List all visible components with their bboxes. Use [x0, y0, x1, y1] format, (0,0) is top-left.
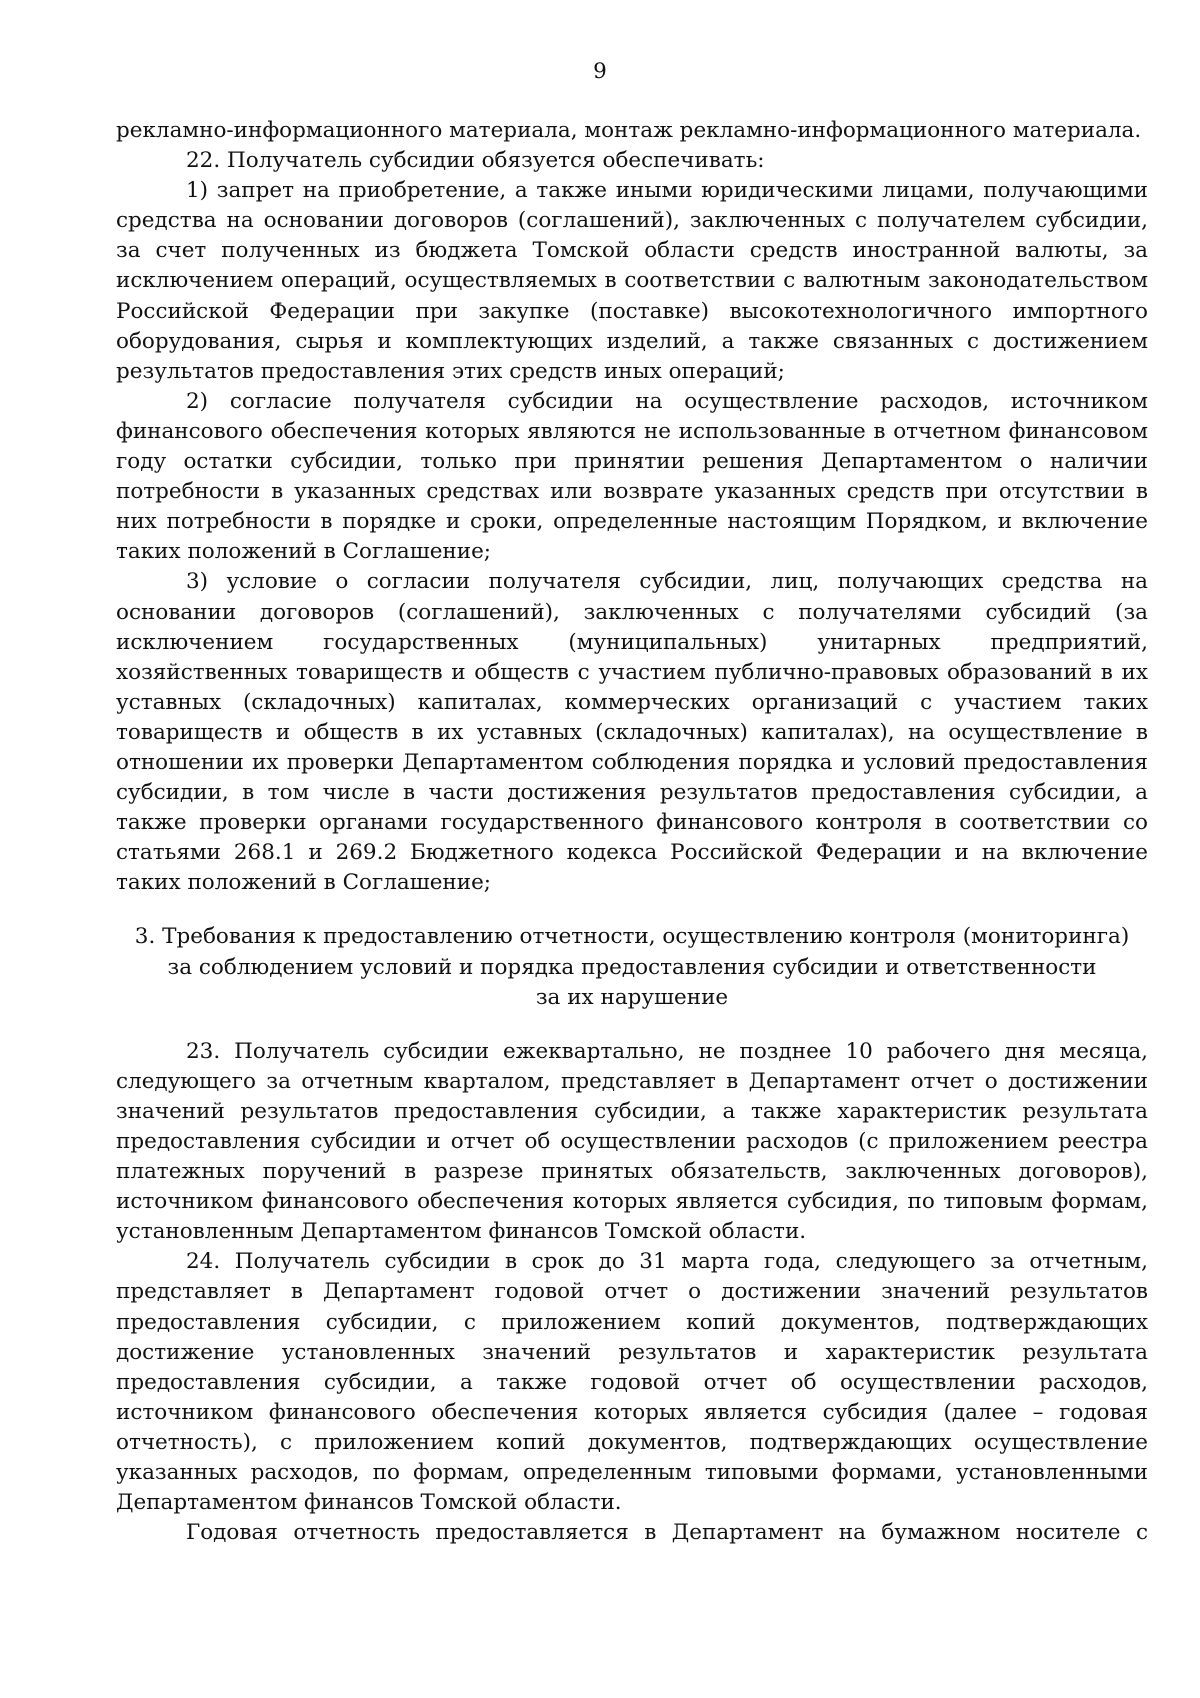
paragraph: 2) согласие получателя субсидии на осуществление расходов, источником финансового обеспечения которых являются не использованные в отчетном финансовом году остатки субсидии, только при принятии решения Департаментом о наличии потребности в указанных средствах или возврате указанных средств при отсутствии в них потребности в порядке и сроки, определенные настоящим Порядком, и включение таких положений в Соглашение; — [116, 388, 1148, 565]
section-heading-line: за соблюдением условий и порядка предоставления субсидии и ответственности — [167, 954, 1097, 980]
page-number: 9 — [593, 59, 607, 84]
paragraph: 24. Получатель субсидии в срок до 31 марта года, следующего за отчетным, представляет в Департамент годовой отчет о достижении значений результатов предоставления субсидии, с приложением копий документов, подтверждающих достижение установленных значений результатов и характеристик результата предоставления субсидии, а также годовой отчет об осуществлении расходов, источником финансового обеспечения которых является субсидия (далее – годовая отчетность), с приложением копий документов, подтверждающих осуществление указанных расходов, по формам, определенным типовыми формами, установленными Департаментом финансов Томской области. — [116, 1249, 1148, 1516]
section-heading-line: 3. Требования к предоставлению отчетности, осуществлению контроля (мониторинга) — [134, 924, 1130, 950]
paragraph: 3) условие о согласии получателя субсидии, лиц, получающих средства на основании договоров (соглашений), заключенных с получателями субсидий (за исключением государственных (муниципальных) унитарных предприятий, хозяйственных товариществ и обществ с участием публично-правовых образований в их уставных (складочных) капиталах, коммерческих организаций с участием таких товариществ и обществ в их уставных (складочных) капиталах), на осуществление в отношении их проверки Департаментом соблюдения порядка и условий предоставления субсидии, в том числе в части достижения результатов предоставления субсидии, а также проверки органами государственного финансового контроля в соответствии со статьями 268.1 и 269.2 Бюджетного кодекса Российской Федерации и на включение таких положений в Соглашение; — [116, 569, 1148, 896]
document-body — [116, 116, 1148, 1548]
paragraph: 23. Получатель субсидии ежеквартально, не позднее 10 рабочего дня месяца, следующего за отчетным кварталом, представляет в Департамент отчет о достижении значений результатов предоставления субсидии, а также характеристик результата предоставления субсидии и отчет об осуществлении расходов (с приложением реестра платежных поручений в разрезе принятых обязательств, заключенных договоров), источником финансового обеспечения которых является субсидия, по типовым формам, установленным Департаментом финансов Томской области. — [116, 1038, 1148, 1245]
paragraph: рекламно-информационного материала, монтаж рекламно-информационного материала. — [116, 118, 1142, 143]
paragraph-continued: Годовая отчетность предоставляется в Департамент на бумажном носителе с — [186, 1520, 1148, 1546]
section-heading-line: за их нарушение — [535, 984, 729, 1010]
paragraph: 1) запрет на приобретение, а также иными юридическими лицами, получающими средства на основании договоров (соглашений), заключенных с получателем субсидии, за счет полученных из бюджета Томской области средств иностранной валюты, за исключением операций, осуществляемых в соответствии с валютным законодательством Российской Федерации при закупке (поставке) высокотехнологичного импортного оборудования, сырья и комплектующих изделий, а также связанных с достижением результатов предоставления этих средств иных операций; — [116, 178, 1148, 384]
paragraph: 22. Получатель субсидии обязуется обеспечивать: — [186, 148, 765, 174]
section-heading — [116, 922, 1148, 1012]
